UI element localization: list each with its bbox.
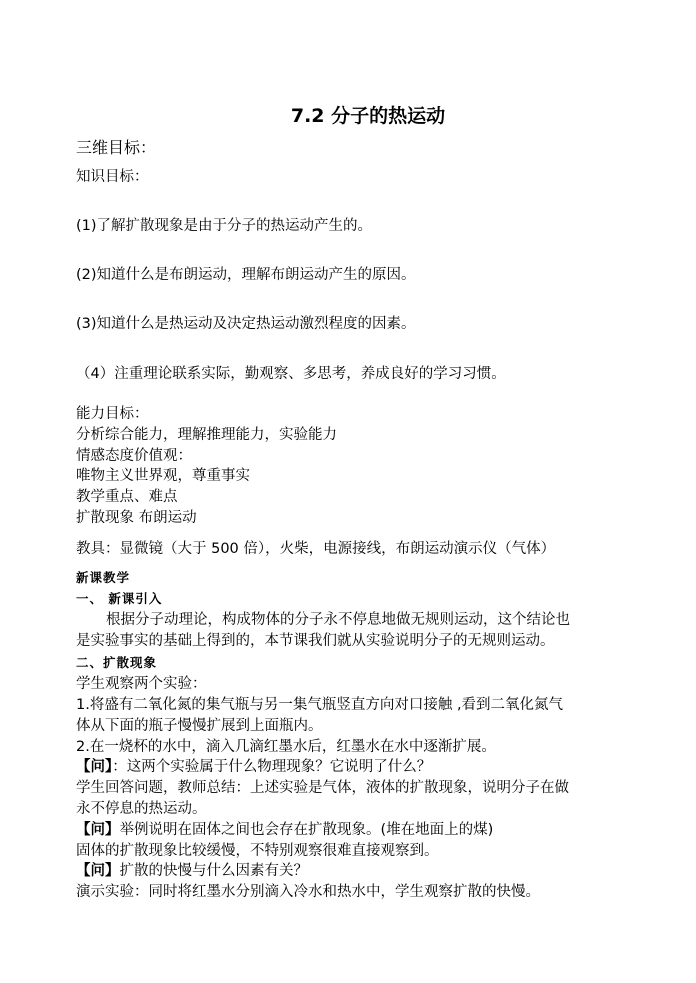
section-2-heading: 二、扩散现象 — [76, 655, 158, 670]
section-2-line-2: 1.将盛有二氧化氮的集气瓶与另一集气瓶竖直方向对口接触 ,看到二氧化氮气 — [76, 697, 564, 713]
question-1-text: ：这两个实验属于什么物理现象？它说明了什么？ — [112, 759, 432, 775]
ability-heading: 能力目标： — [76, 406, 149, 422]
question-2 — [76, 820, 493, 840]
section-1-paragraph-line-2: 是实验事实的基础上得到的，本节课我们就从实验说明分子的无规则运动。 — [76, 633, 555, 649]
section-2-line-9: 固体的扩散现象比较缓慢，不特别观察很难直接观察到。 — [76, 843, 439, 859]
knowledge-item-2: (2)知道什么是布朗运动，理解布朗运动产生的原因。 — [76, 267, 416, 283]
question-3-tag: 【问】 — [76, 863, 120, 879]
section-2-line-11: 演示实验：同时将红墨水分别滴入冷水和热水中，学生观察扩散的快慢。 — [76, 884, 540, 900]
question-3-text: 扩散的快慢与什么因素有关？ — [119, 863, 308, 879]
ability-text: 分析综合能力，理解推理能力，实验能力 — [76, 427, 337, 443]
emotion-heading: 情感态度价值观： — [76, 448, 192, 464]
question-2-text: 举例说明在固体之间也会存在扩散现象。(堆在地面上的煤) — [119, 822, 494, 838]
emotion-text: 唯物主义世界观，尊重事实 — [76, 468, 250, 484]
new-lesson-heading: 新课教学 — [76, 570, 131, 585]
section-2-line-3: 体从下面的瓶子慢慢扩展到上面瓶内。 — [76, 718, 323, 734]
keypoints-heading: 教学重点、难点 — [76, 489, 178, 505]
knowledge-item-1: (1)了解扩散现象是由于分子的热运动产生的。 — [76, 218, 373, 234]
knowledge-heading: 知识目标： — [76, 169, 149, 185]
question-3 — [76, 861, 308, 881]
goals-heading: 三维目标： — [76, 138, 157, 157]
section-2-line-7: 永不停息的热运动。 — [76, 801, 207, 817]
question-1-tag: 【问】 — [76, 759, 113, 775]
keypoints-text: 扩散现象 布朗运动 — [76, 510, 197, 526]
page-title: 7.2 分子的热运动 — [290, 105, 446, 127]
knowledge-item-3: (3)知道什么是热运动及决定热运动激烈程度的因素。 — [76, 316, 416, 332]
knowledge-item-4: （4）注重理论联系实际，勤观察、多思考，养成良好的学习习惯。 — [76, 366, 506, 382]
section-2-line-4: 2.在一烧杯的水中，滴入几滴红墨水后，红墨水在水中逐渐扩展。 — [76, 739, 496, 755]
question-2-tag: 【问】 — [76, 822, 120, 838]
section-2-line-6: 学生回答问题，教师总结：上述实验是气体，液体的扩散现象，说明分子在做 — [76, 780, 569, 796]
section-1-heading: 一、 新课引入 — [76, 591, 163, 606]
section-2-line-1: 学生观察两个实验： — [76, 676, 207, 692]
section-1-paragraph-line-1: 根据分子动理论，构成物体的分子永不停息地做无规则运动，这个结论也 — [106, 612, 570, 628]
question-1 — [76, 757, 431, 777]
tools-text: 教具：显微镜（大于 500 倍），火柴，电源接线，布朗运动演示仪（气体） — [76, 541, 556, 557]
